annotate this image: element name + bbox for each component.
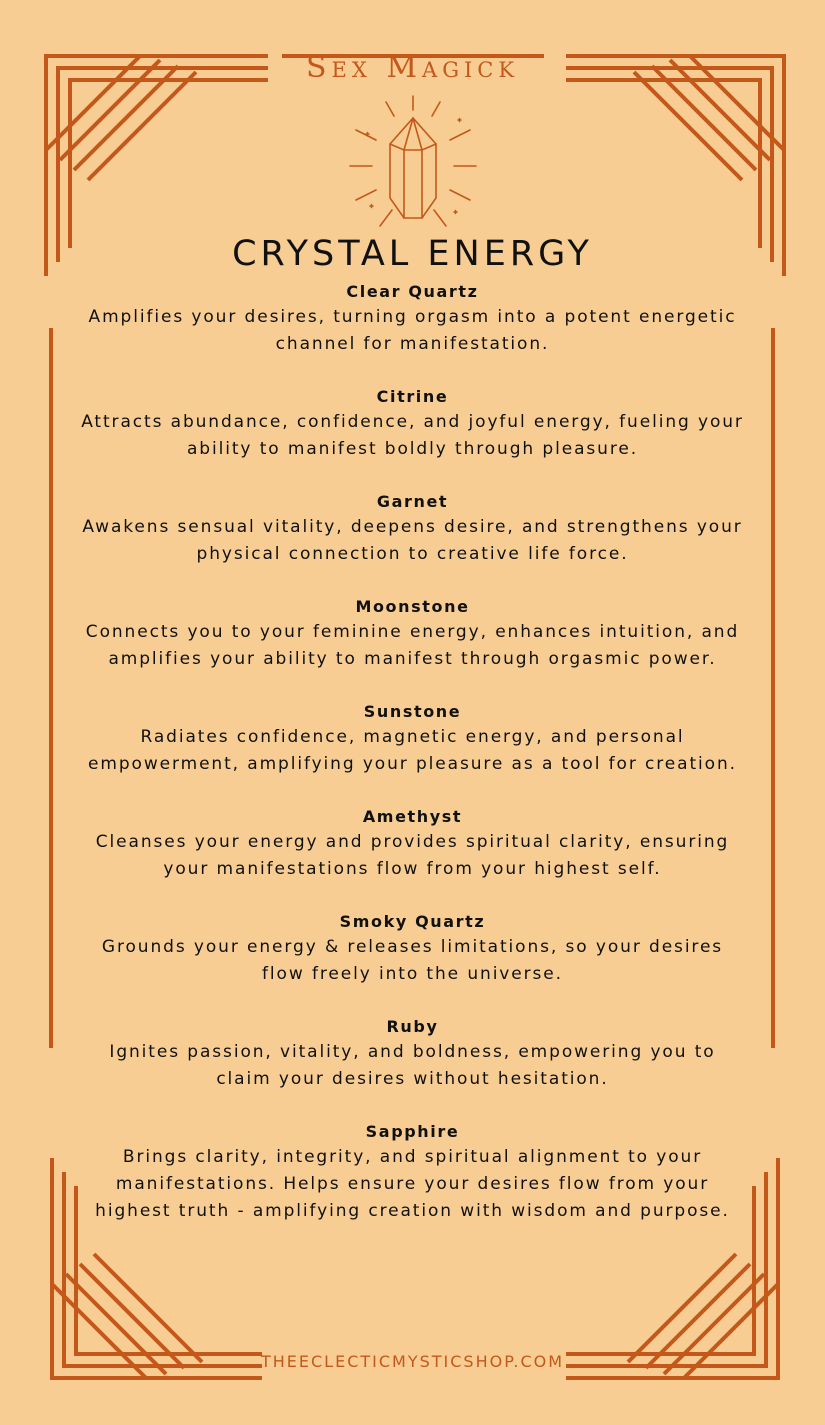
page-title: CRYSTAL ENERGY xyxy=(232,234,593,274)
crystal-name: Citrine xyxy=(376,387,449,406)
crystal-entry-ruby xyxy=(80,1015,745,1093)
crystal-description: Awakens sensual vitality, deepens desire, and strengthens your physical connection to creative life force. xyxy=(82,517,743,564)
crystal-description: Ignites passion, vitality, and boldness, empowering you to claim your desires without hesitation. xyxy=(109,1042,716,1089)
crystal-name: Sapphire xyxy=(365,1122,460,1141)
crystal-name: Sunstone xyxy=(363,702,462,721)
crystal-icon xyxy=(346,94,480,234)
crystal-list xyxy=(80,280,745,1252)
crystal-entry-amethyst xyxy=(80,805,745,883)
crystal-name: Amethyst xyxy=(362,807,463,826)
crystal-name: Clear Quartz xyxy=(346,282,479,301)
crystal-description: Cleanses your energy and provides spiritual clarity, ensuring your manifestations flow from your highest self. xyxy=(95,832,730,879)
crystal-entry-garnet xyxy=(80,490,745,568)
crystal-entry-sapphire xyxy=(80,1120,745,1225)
crystal-name: Moonstone xyxy=(355,597,470,616)
crystal-description: Connects you to your feminine energy, enhances intuition, and amplifies your ability to manifest through orgasmic power. xyxy=(85,622,740,669)
crystal-entry-moonstone xyxy=(80,595,745,673)
crystal-description: Amplifies your desires, turning orgasm into a potent energetic channel for manifestation. xyxy=(88,307,737,354)
crystal-description: Radiates confidence, magnetic energy, and personal empowerment, amplifying your pleasure as a tool for creation. xyxy=(88,727,737,774)
crystal-description: Brings clarity, integrity, and spiritual alignment to your manifestations. Helps ensure your desires flow from your highest truth - amplifying creation with wisdom and purpose. xyxy=(95,1147,730,1221)
crystal-name: Garnet xyxy=(376,492,449,511)
shop-url-link[interactable]: THEECLECTICMYSTICSHOP.COM xyxy=(260,1352,565,1371)
crystal-entry-clear-quartz xyxy=(80,280,745,358)
crystal-name: Ruby xyxy=(386,1017,439,1036)
crystal-name: Smoky Quartz xyxy=(339,912,486,931)
crystal-entry-sunstone xyxy=(80,700,745,778)
crystal-description: Attracts abundance, confidence, and joyful energy, fueling your ability to manifest boldly through pleasure. xyxy=(81,412,744,459)
crystal-entry-smoky-quartz xyxy=(80,910,745,988)
crystal-entry-citrine xyxy=(80,385,745,463)
crystal-description: Grounds your energy & releases limitations, so your desires flow freely into the universe. xyxy=(101,937,724,984)
brand-title: Sex Magick xyxy=(305,50,520,85)
